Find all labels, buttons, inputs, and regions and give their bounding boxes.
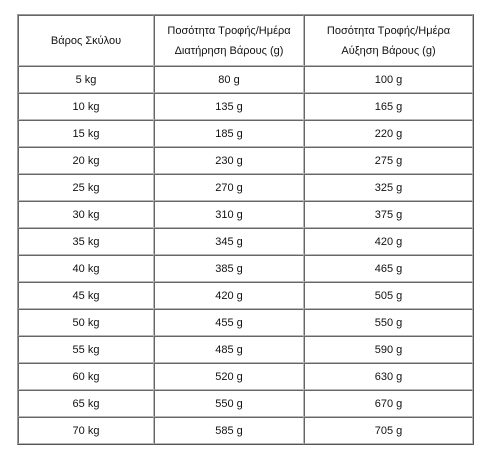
cell-maintenance-amount: 485 g (154, 336, 304, 363)
table-row (18, 66, 473, 93)
cell-maintenance-amount: 455 g (154, 309, 304, 336)
cell-maintenance-amount: 80 g (154, 66, 304, 93)
table-row (18, 201, 473, 228)
cell-dog-weight: 15 kg (18, 120, 154, 147)
cell-dog-weight: 60 kg (18, 363, 154, 390)
header-maintenance-line1: Ποσότητα Τροφής/Ημέρα (167, 24, 291, 37)
header-row (18, 15, 473, 66)
cell-maintenance-amount: 385 g (154, 255, 304, 282)
cell-maintenance-amount: 135 g (154, 93, 304, 120)
cell-gain-amount: 670 g (304, 390, 473, 417)
cell-maintenance-amount: 345 g (154, 228, 304, 255)
cell-maintenance-amount: 310 g (154, 201, 304, 228)
cell-dog-weight: 5 kg (18, 66, 154, 93)
table-row (18, 282, 473, 309)
table-body (18, 66, 473, 444)
cell-gain-amount: 275 g (304, 147, 473, 174)
cell-dog-weight: 55 kg (18, 336, 154, 363)
cell-maintenance-amount: 585 g (154, 417, 304, 444)
table-row (18, 120, 473, 147)
cell-dog-weight: 35 kg (18, 228, 154, 255)
cell-gain-amount: 420 g (304, 228, 473, 255)
table-row (18, 93, 473, 120)
table-row (18, 255, 473, 282)
cell-dog-weight: 30 kg (18, 201, 154, 228)
table-row (18, 174, 473, 201)
cell-gain-amount: 100 g (304, 66, 473, 93)
header-dog-weight (18, 15, 154, 66)
header-maintenance-line2: Διατήρηση Βάρους (g) (174, 44, 284, 57)
header-dog-weight-label: Βάρος Σκύλου (50, 34, 122, 47)
table-row (18, 363, 473, 390)
cell-dog-weight: 50 kg (18, 309, 154, 336)
cell-gain-amount: 220 g (304, 120, 473, 147)
cell-gain-amount: 165 g (304, 93, 473, 120)
cell-dog-weight: 10 kg (18, 93, 154, 120)
table-header (18, 15, 473, 66)
cell-gain-amount: 375 g (304, 201, 473, 228)
table-row (18, 309, 473, 336)
feeding-table (17, 14, 474, 445)
cell-dog-weight: 25 kg (18, 174, 154, 201)
cell-gain-amount: 630 g (304, 363, 473, 390)
header-maintenance (154, 15, 304, 66)
cell-maintenance-amount: 550 g (154, 390, 304, 417)
table-row (18, 336, 473, 363)
cell-maintenance-amount: 185 g (154, 120, 304, 147)
cell-gain-amount: 465 g (304, 255, 473, 282)
cell-dog-weight: 70 kg (18, 417, 154, 444)
header-gain-line1: Ποσότητα Τροφής/Ημέρα (326, 24, 451, 37)
cell-maintenance-amount: 420 g (154, 282, 304, 309)
cell-gain-amount: 325 g (304, 174, 473, 201)
cell-gain-amount: 550 g (304, 309, 473, 336)
cell-dog-weight: 45 kg (18, 282, 154, 309)
header-gain-line2: Αύξηση Βάρους (g) (341, 44, 436, 57)
cell-gain-amount: 590 g (304, 336, 473, 363)
cell-maintenance-amount: 270 g (154, 174, 304, 201)
table-row (18, 417, 473, 444)
table-row (18, 228, 473, 255)
cell-maintenance-amount: 230 g (154, 147, 304, 174)
cell-dog-weight: 65 kg (18, 390, 154, 417)
cell-gain-amount: 705 g (304, 417, 473, 444)
cell-gain-amount: 505 g (304, 282, 473, 309)
cell-dog-weight: 40 kg (18, 255, 154, 282)
cell-dog-weight: 20 kg (18, 147, 154, 174)
table-row (18, 147, 473, 174)
table-row (18, 390, 473, 417)
header-gain (304, 15, 473, 66)
cell-maintenance-amount: 520 g (154, 363, 304, 390)
